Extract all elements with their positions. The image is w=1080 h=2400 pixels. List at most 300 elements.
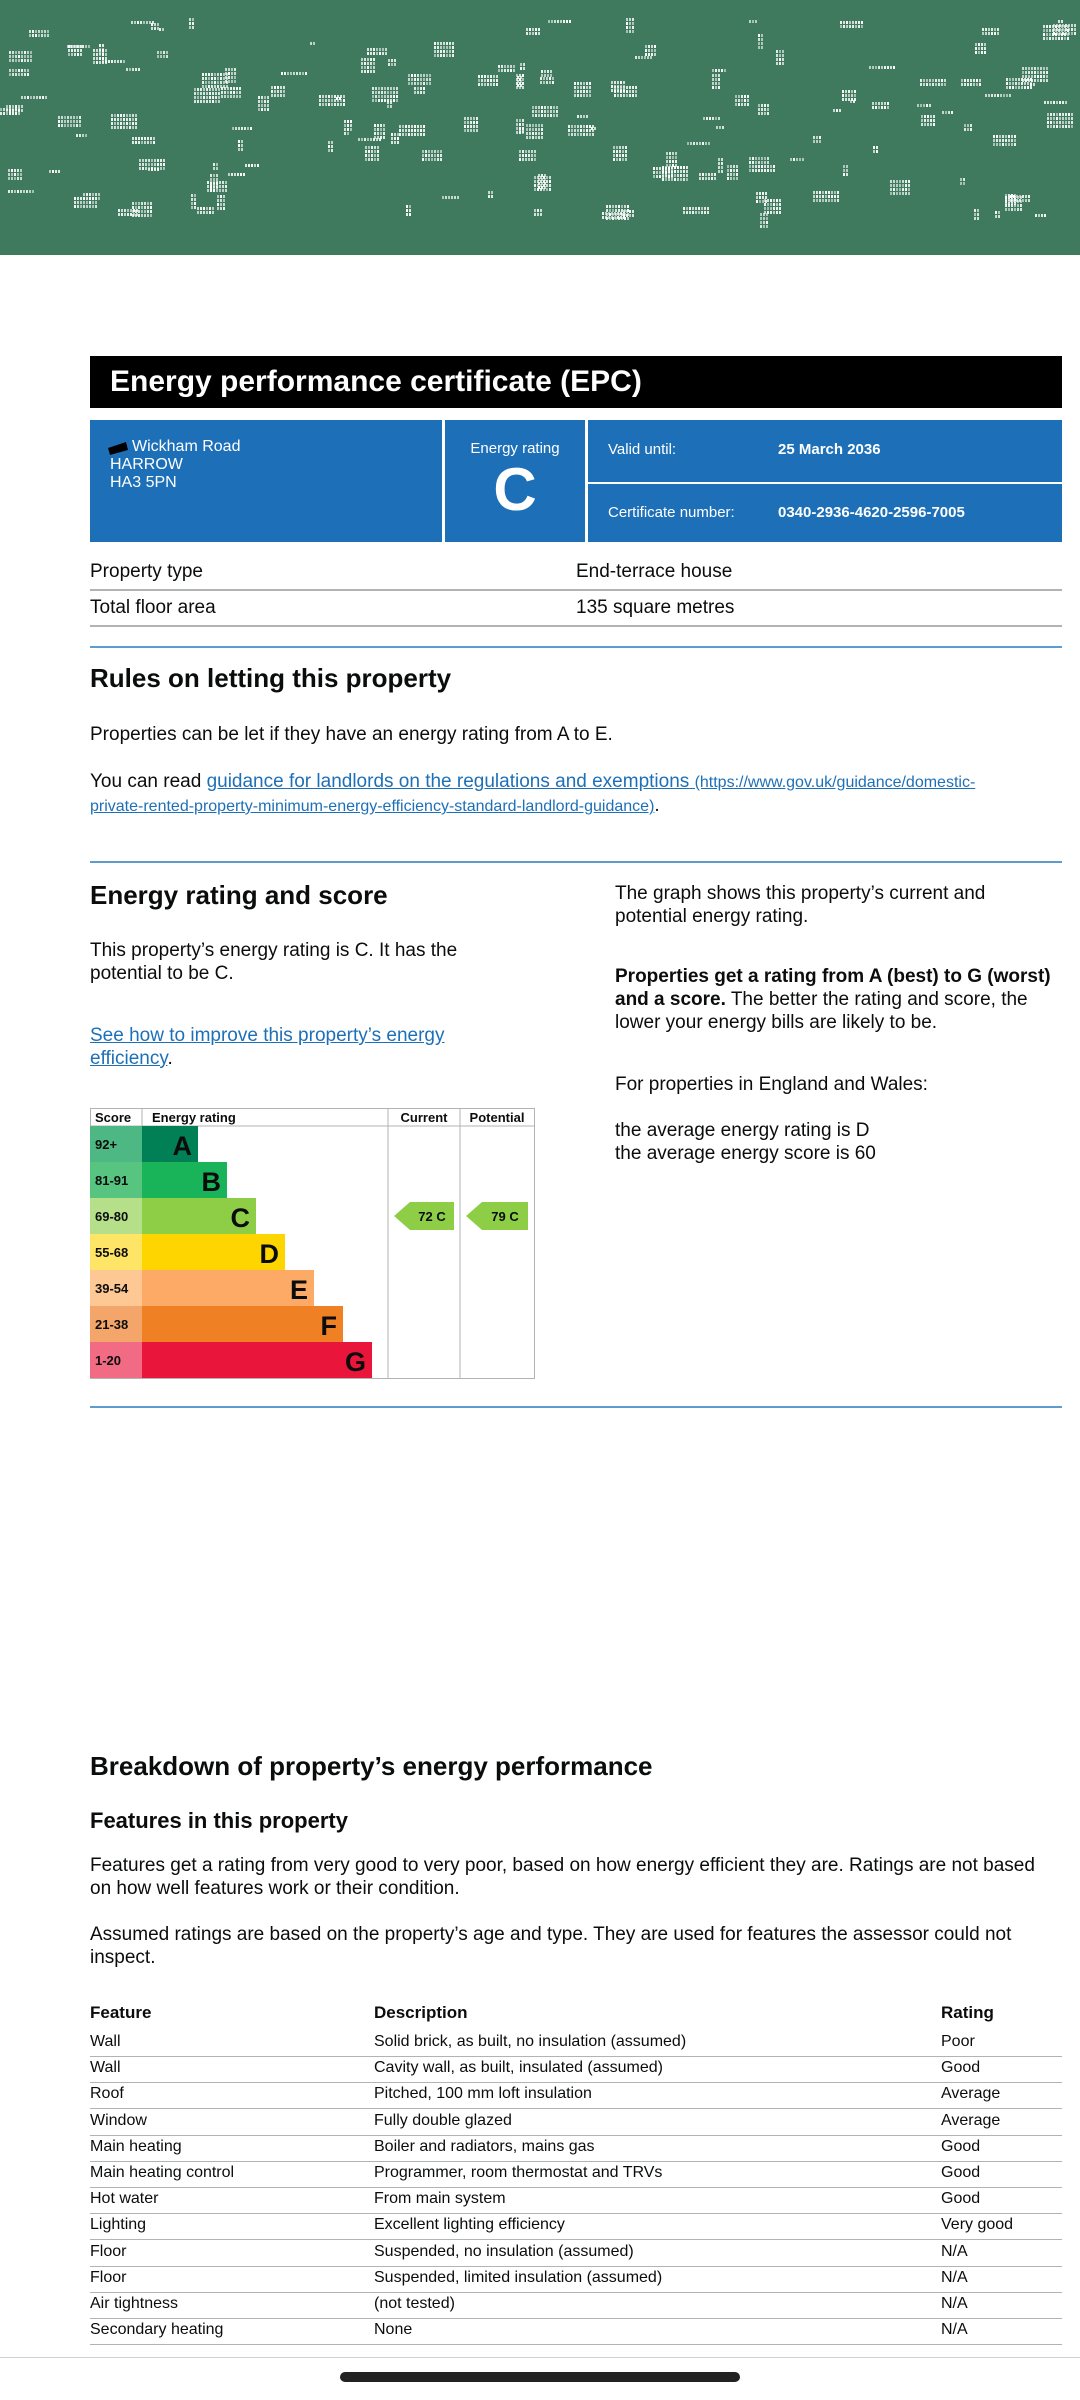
banner-pixel [779, 58, 781, 61]
banner-pixel [702, 177, 704, 180]
banner-pixel [228, 68, 230, 71]
banner-pixel [712, 117, 714, 120]
banner-pixel [111, 122, 113, 125]
banner-pixel [319, 99, 321, 102]
banner-pixel [74, 53, 76, 56]
banner-pixel [126, 126, 128, 129]
banner-pixel [929, 83, 931, 86]
banner-pixel [629, 30, 631, 33]
address-line-2: HARROW [110, 456, 183, 473]
banner-pixel [21, 51, 23, 54]
banner-pixel [1067, 29, 1069, 32]
banner-pixel [47, 34, 49, 37]
bottom-divider [0, 2357, 1080, 2358]
banner-pixel [933, 115, 935, 118]
banner-pixel [79, 124, 81, 127]
banner-pixel [715, 86, 717, 89]
banner-pixel [114, 60, 116, 63]
banner-pixel [377, 154, 379, 157]
banner-pixel [813, 195, 815, 198]
banner-pixel [690, 142, 692, 145]
banner-pixel [223, 73, 225, 76]
banner-pixel [773, 199, 775, 202]
banner-pixel [102, 49, 104, 52]
banner-pixel [735, 99, 737, 102]
banner-pixel [526, 28, 528, 31]
banner-pixel [194, 194, 196, 197]
band-score-label: 92+ [95, 1137, 118, 1152]
banner-pixel [1071, 121, 1073, 124]
banner-pixel [137, 21, 139, 24]
banner-pixel [534, 158, 536, 161]
banner-pixel [1011, 143, 1013, 146]
banner-pixel [761, 42, 763, 45]
banner-pixel [752, 169, 754, 172]
banner-pixel [365, 158, 367, 161]
banner-pixel [138, 137, 140, 140]
banner-pixel [76, 120, 78, 123]
banner-pixel [1058, 29, 1060, 32]
banner-pixel [340, 103, 342, 106]
banner-pixel [99, 61, 101, 64]
banner-pixel [764, 203, 766, 206]
banner-pixel [1008, 208, 1010, 211]
banner-pixel [334, 103, 336, 106]
banner-pixel [396, 99, 398, 102]
landlord-guidance-link[interactable] [207, 771, 976, 792]
banner-pixel [1059, 125, 1061, 128]
banner-pixel [409, 205, 411, 208]
banner-pixel [1071, 24, 1073, 27]
banner-pixel [89, 197, 91, 200]
banner-pixel [414, 129, 416, 132]
banner-pixel [730, 177, 732, 180]
banner-pixel [217, 77, 219, 80]
banner-pixel [744, 99, 746, 102]
banner-pixel [1006, 78, 1008, 81]
banner-pixel [261, 100, 263, 103]
banner-pixel [261, 108, 263, 111]
band-bar-e [142, 1270, 314, 1306]
banner-pixel [0, 108, 2, 111]
banner-pixel [223, 85, 225, 88]
banner-pixel [566, 20, 568, 23]
banner-pixel [12, 51, 14, 54]
banner-pixel [764, 207, 766, 210]
banner-pixel [735, 103, 737, 106]
banner-pixel [523, 67, 525, 70]
banner-pixel [117, 114, 119, 117]
banner-pixel [239, 87, 241, 90]
banner-pixel [126, 68, 128, 71]
banner-pixel [615, 209, 617, 212]
table-row [90, 2109, 1062, 2136]
banner-pixel [712, 86, 714, 89]
banner-pixel [220, 195, 222, 198]
banner-pixel [264, 96, 266, 99]
banner-pixel [347, 128, 349, 131]
banner-pixel [617, 216, 619, 219]
banner-pixel [141, 202, 143, 205]
banner-pixel [541, 132, 543, 135]
banner-pixel [620, 81, 622, 84]
banner-pixel [426, 78, 428, 81]
improve-efficiency-link[interactable] [90, 1025, 445, 1069]
banner-pixel [523, 63, 525, 66]
banner-pixel [203, 207, 205, 210]
banner-pixel [38, 30, 40, 33]
banner-pixel [878, 102, 880, 105]
banner-pixel [215, 92, 217, 95]
banner-pixel [197, 211, 199, 214]
banner-pixel [632, 26, 634, 29]
banner-pixel [686, 211, 688, 214]
banner-pixel [406, 213, 408, 216]
banner-pixel [758, 38, 760, 41]
banner-pixel [583, 125, 585, 128]
banner-pixel [534, 209, 536, 212]
banner-pixel [478, 79, 480, 82]
banner-pixel [941, 83, 943, 86]
banner-pixel [1000, 94, 1002, 97]
banner-pixel [846, 165, 848, 168]
banner-pixel [577, 115, 579, 118]
banner-pixel [538, 124, 540, 127]
valid-until-label: Valid until: [608, 441, 677, 458]
banner-pixel [1046, 25, 1048, 28]
banner-pixel [902, 192, 904, 195]
banner-pixel [994, 94, 996, 97]
banner-pixel [105, 49, 107, 52]
banner-pixel [21, 96, 23, 99]
banner-pixel [851, 90, 853, 93]
banner-pixel [535, 124, 537, 127]
banner-pixel [120, 126, 122, 129]
banner-pixel [887, 106, 889, 109]
banner-pixel [741, 103, 743, 106]
banner-pixel [238, 148, 240, 151]
banner-pixel [938, 79, 940, 82]
banner-pixel [163, 163, 165, 166]
banner-pixel [1011, 208, 1013, 211]
banner-pixel [370, 48, 372, 51]
banner-pixel [890, 192, 892, 195]
banner-pixel [779, 62, 781, 65]
letting-heading: Rules on letting this property [90, 663, 452, 693]
banner-pixel [123, 114, 125, 117]
energy-rating-graph [90, 1108, 540, 1388]
banner-pixel [160, 51, 162, 54]
banner-pixel [522, 158, 524, 161]
banner-pixel [411, 74, 413, 77]
banner-pixel [606, 209, 608, 212]
banner-pixel [241, 140, 243, 143]
banner-pixel [996, 139, 998, 142]
banner-pixel [1034, 79, 1036, 82]
banner-pixel [1061, 25, 1063, 28]
banner-pixel [984, 43, 986, 46]
letting-para-2-prefix: You can read [90, 771, 207, 792]
banner-pixel [211, 73, 213, 76]
banner-pixel [718, 82, 720, 85]
banner-pixel [129, 68, 131, 71]
banner-pixel [543, 81, 545, 84]
banner-pixel [645, 53, 647, 56]
banner-pixel [1062, 101, 1064, 104]
banner-pixel [680, 170, 682, 173]
banner-pixel [752, 165, 754, 168]
banner-pixel [724, 69, 726, 72]
banner-pixel [516, 127, 518, 130]
banner-pixel [157, 159, 159, 162]
home-indicator[interactable] [340, 2372, 740, 2382]
banner-pixel [985, 28, 987, 31]
banner-pixel [1022, 79, 1024, 82]
banner-pixel [434, 42, 436, 45]
banner-pixel [371, 158, 373, 161]
banner-pixel [718, 158, 720, 161]
banner-pixel [541, 128, 543, 131]
banner-pixel [839, 109, 841, 112]
banner-pixel [632, 86, 634, 89]
banner-pixel [207, 185, 209, 188]
banner-pixel [1050, 117, 1052, 120]
banner-pixel [979, 83, 981, 86]
banner-pixel [890, 66, 892, 69]
banner-pixel [264, 104, 266, 107]
banner-pixel [163, 55, 165, 58]
rating-explanation-bold-2: and a score. [615, 989, 726, 1010]
banner-pixel [749, 161, 751, 164]
banner-pixel [979, 79, 981, 82]
banner-pixel [209, 211, 211, 214]
banner-pixel [758, 157, 760, 160]
banner-pixel [64, 116, 66, 119]
banner-pixel [210, 181, 212, 184]
banner-pixel [8, 173, 10, 176]
banner-pixel [727, 173, 729, 176]
banner-pixel [1009, 86, 1011, 89]
banner-pixel [767, 203, 769, 206]
banner-pixel [35, 34, 37, 37]
banner-pixel [423, 129, 425, 132]
banner-pixel [399, 133, 401, 136]
banner-pixel [1043, 29, 1045, 32]
banner-pixel [977, 209, 979, 212]
banner-pixel [618, 205, 620, 208]
banner-pixel [671, 170, 673, 173]
banner-pixel [203, 92, 205, 95]
banner-pixel [613, 158, 615, 161]
banner-pixel [238, 127, 240, 130]
certificate-number-box [588, 484, 1062, 542]
banner-pixel [528, 150, 530, 153]
header-banner-image [0, 0, 1080, 255]
banner-pixel [933, 123, 935, 126]
banner-pixel [440, 42, 442, 45]
banner-pixel [611, 212, 613, 215]
banner-pixel [1058, 33, 1060, 36]
banner-pixel [33, 96, 35, 99]
banner-pixel [80, 205, 82, 208]
banner-pixel [420, 82, 422, 85]
banner-pixel [124, 213, 126, 216]
banner-pixel [1038, 214, 1040, 217]
banner-pixel [708, 142, 710, 145]
banner-pixel [977, 217, 979, 220]
banner-pixel [77, 197, 79, 200]
banner-pixel [476, 121, 478, 124]
banner-pixel [721, 166, 723, 169]
banner-pixel [884, 106, 886, 109]
banner-pixel [1065, 101, 1067, 104]
banner-pixel [851, 98, 853, 101]
description-cell: Suspended, limited insulation (assumed) [374, 2268, 663, 2286]
banner-pixel [543, 176, 545, 179]
banner-pixel [251, 164, 253, 167]
banner-pixel [274, 94, 276, 97]
banner-pixel [420, 129, 422, 132]
banner-pixel [568, 133, 570, 136]
banner-pixel [61, 124, 63, 127]
banner-pixel [620, 94, 622, 97]
landlord-guidance-url-1: (https://www.gov.uk/guidance/domestic- [694, 774, 976, 791]
banner-pixel [135, 206, 137, 209]
banner-pixel [1059, 113, 1061, 116]
banner-pixel [99, 44, 101, 47]
landlord-guidance-link-cont[interactable] [90, 798, 654, 815]
band-letter: D [259, 1239, 279, 1269]
banner-pixel [491, 191, 493, 194]
banner-pixel [394, 63, 396, 66]
banner-pixel [556, 110, 558, 113]
table-row [90, 2161, 1062, 2188]
banner-pixel [434, 150, 436, 153]
banner-pixel [234, 68, 236, 71]
banner-pixel [703, 117, 705, 120]
banner-pixel [160, 55, 162, 58]
banner-pixel [17, 190, 19, 193]
banner-pixel [531, 154, 533, 157]
banner-pixel [227, 95, 229, 98]
banner-pixel [375, 99, 377, 102]
banner-pixel [878, 106, 880, 109]
banner-pixel [1046, 67, 1048, 70]
banner-pixel [27, 59, 29, 62]
banner-pixel [210, 189, 212, 192]
graph-description [615, 882, 1065, 928]
banner-pixel [538, 106, 540, 109]
banner-pixel [30, 96, 32, 99]
banner-pixel [85, 45, 87, 48]
banner-pixel [767, 161, 769, 164]
banner-pixel [1025, 75, 1027, 78]
banner-pixel [736, 165, 738, 168]
banner-pixel [799, 158, 801, 161]
banner-pixel [504, 65, 506, 68]
banner-pixel [409, 209, 411, 212]
banner-pixel [656, 171, 658, 174]
banner-pixel [836, 109, 838, 112]
banner-pixel [974, 213, 976, 216]
banner-pixel [773, 211, 775, 214]
banner-pixel [9, 112, 11, 115]
banner-pixel [1040, 71, 1042, 74]
banner-pixel [70, 116, 72, 119]
improve-para [90, 1024, 530, 1070]
banner-pixel [377, 146, 379, 149]
banner-pixel [20, 177, 22, 180]
banner-pixel [837, 199, 839, 202]
banner-pixel [846, 169, 848, 172]
banner-pixel [319, 95, 321, 98]
banner-pixel [632, 210, 634, 213]
banner-pixel [712, 78, 714, 81]
banner-pixel [540, 180, 542, 183]
banner-pixel [378, 87, 380, 90]
banner-pixel [423, 87, 425, 90]
banner-pixel [194, 202, 196, 205]
banner-pixel [224, 91, 226, 94]
banner-pixel [580, 115, 582, 118]
banner-pixel [586, 125, 588, 128]
banner-pixel [437, 42, 439, 45]
banner-pixel [759, 196, 761, 199]
banner-pixel [11, 173, 13, 176]
banner-pixel [666, 160, 668, 163]
banner-pixel [213, 178, 215, 181]
banner-pixel [674, 174, 676, 177]
banner-pixel [923, 104, 925, 107]
banner-pixel [385, 52, 387, 55]
banner-pixel [238, 144, 240, 147]
banner-pixel [15, 109, 17, 112]
banner-pixel [388, 63, 390, 66]
banner-pixel [154, 27, 156, 30]
banner-pixel [528, 158, 530, 161]
rating-cell: N/A [941, 2295, 968, 2312]
banner-pixel [387, 87, 389, 90]
table-row [90, 2135, 1062, 2162]
banner-pixel [659, 171, 661, 174]
feature-cell: Main heating [90, 2137, 182, 2155]
banner-pixel [1035, 214, 1037, 217]
banner-pixel [1040, 79, 1042, 82]
banner-pixel [927, 119, 929, 122]
banner-pixel [127, 209, 129, 212]
banner-pixel [529, 132, 531, 135]
banner-pixel [144, 137, 146, 140]
banner-pixel [150, 137, 152, 140]
banner-pixel [976, 79, 978, 82]
banner-pixel [671, 174, 673, 177]
banner-pixel [840, 21, 842, 24]
banner-pixel [1008, 135, 1010, 138]
banner-pixel [212, 207, 214, 210]
banner-pixel [367, 58, 369, 61]
banner-pixel [761, 34, 763, 37]
banner-pixel [114, 126, 116, 129]
banner-pixel [733, 177, 735, 180]
banner-pixel [344, 128, 346, 131]
banner-pixel [92, 193, 94, 196]
banner-pixel [537, 176, 539, 179]
banner-pixel [490, 79, 492, 82]
banner-pixel [391, 141, 393, 144]
banner-pixel [135, 141, 137, 144]
banner-pixel [970, 124, 972, 127]
banner-pixel [417, 133, 419, 136]
